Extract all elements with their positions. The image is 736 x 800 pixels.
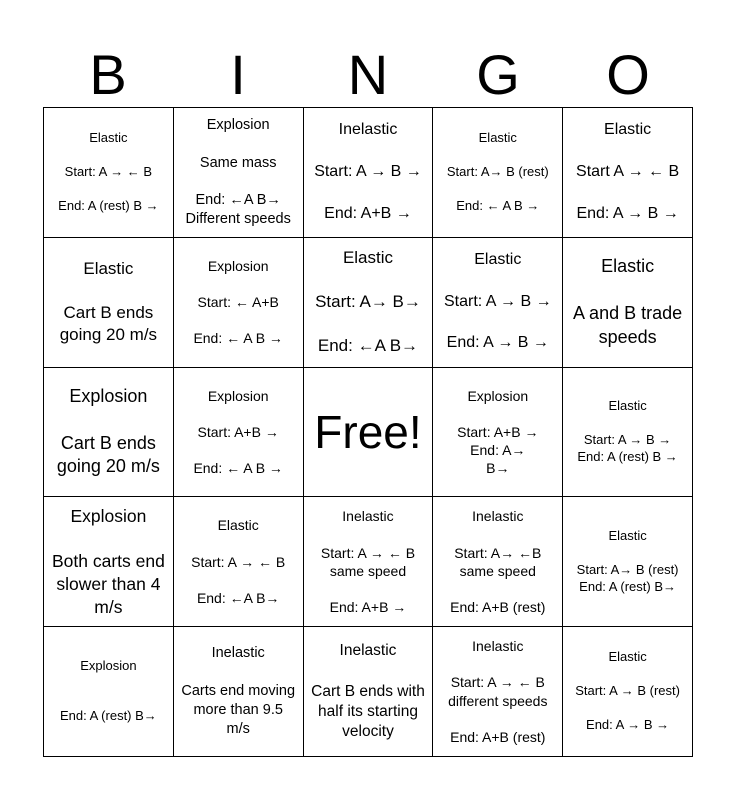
bingo-cell-r4c2[interactable] xyxy=(174,497,304,627)
cell-text: Explosion End: A (rest) B→ xyxy=(59,657,157,724)
bingo-cell-r1c3[interactable] xyxy=(304,108,434,238)
bingo-cell-r1c1[interactable] xyxy=(44,108,174,238)
bingo-cell-free[interactable] xyxy=(304,368,434,498)
bingo-cell-r1c2[interactable] xyxy=(174,108,304,238)
cell-text: Elastic Start: A → ← B End: ←A B→ xyxy=(191,517,286,607)
header-letter-g: G xyxy=(476,43,520,106)
bingo-cell-r3c2[interactable] xyxy=(174,368,304,498)
bingo-cell-r2c2[interactable] xyxy=(174,238,304,368)
cell-text: Elastic Start A → ← B End: A → B → xyxy=(576,121,680,222)
bingo-cell-r2c3[interactable] xyxy=(304,238,434,368)
bingo-cell-r2c1[interactable] xyxy=(44,238,174,368)
cell-text: Explosion Cart B ends going 20 m/s xyxy=(56,386,160,477)
header-letter-i: I xyxy=(230,43,246,106)
bingo-cell-r4c4[interactable] xyxy=(433,497,563,627)
bingo-cell-r2c5[interactable] xyxy=(563,238,693,368)
bingo-cell-r4c3[interactable] xyxy=(304,497,434,627)
bingo-cell-r3c5[interactable] xyxy=(563,368,693,498)
cell-text: Explosion Start: A+B → End: ← A B → xyxy=(193,387,283,477)
bingo-grid xyxy=(43,107,693,757)
cell-text: Elastic Start: A → B (rest) End: A → B → xyxy=(575,649,680,732)
cell-text: Explosion Same mass End: ←A B→ Different speeds xyxy=(185,116,291,228)
cell-text: Explosion Start: A+B → End: A→ B→ xyxy=(457,387,539,477)
cell-text: Inelastic Start: A → B → End: A+B → xyxy=(314,121,422,222)
cell-text: Elastic Cart B ends going 20 m/s xyxy=(59,259,158,345)
header-letter-o: O xyxy=(606,43,650,106)
bingo-header xyxy=(43,44,693,106)
cell-text: Inelastic Cart B ends with half its starting velocity xyxy=(311,642,425,740)
bingo-cell-r1c5[interactable] xyxy=(563,108,693,238)
cell-text: Elastic Start: A → ← B End: A (rest) B → xyxy=(58,130,159,213)
cell-text: Elastic Start: A → B → End: A (rest) B → xyxy=(577,398,678,464)
bingo-cell-r4c5[interactable] xyxy=(563,497,693,627)
cell-text: Elastic Start: A → B → End: A → B → xyxy=(443,251,552,352)
cell-text: Inelastic Start: A→ ←B same speed End: A+B (rest) xyxy=(450,508,546,616)
cell-text: Elastic A and B trade speeds xyxy=(573,256,683,347)
bingo-cell-r5c3[interactable] xyxy=(304,627,434,757)
bingo-cell-r5c1[interactable] xyxy=(44,627,174,757)
cell-text: Inelastic Start: A → ← B different speeds End: A+B (rest) xyxy=(448,638,548,745)
cell-text: Inelastic Start: A → ← B same speed End: A+B → xyxy=(320,508,416,616)
free-space-text: Free! xyxy=(314,405,422,458)
cell-text: Elastic Start: A→ B (rest) End: ← A B → xyxy=(446,130,549,213)
bingo-cell-r5c4[interactable] xyxy=(433,627,563,757)
cell-text: Explosion Start: ← A+B End: ← A B → xyxy=(193,257,283,347)
cell-text: Elastic Start: A→ B→ End: ←A B→ xyxy=(315,247,421,356)
bingo-cell-r3c1[interactable] xyxy=(44,368,174,498)
bingo-cell-r1c4[interactable] xyxy=(433,108,563,238)
bingo-cell-r3c4[interactable] xyxy=(433,368,563,498)
bingo-cell-r2c4[interactable] xyxy=(433,238,563,368)
bingo-cell-r4c1[interactable] xyxy=(44,497,174,627)
cell-text: Elastic Start: A→ B (rest) End: A (rest) B→ xyxy=(576,528,679,594)
cell-text: Inelastic Carts end moving more than 9.5 m/s xyxy=(181,645,296,737)
header-letter-b: B xyxy=(89,43,127,106)
bingo-cell-r5c2[interactable] xyxy=(174,627,304,757)
cell-text: Explosion Both carts end slower than 4 m/s xyxy=(51,505,165,617)
bingo-cell-r5c5[interactable] xyxy=(563,627,693,757)
header-letter-n: N xyxy=(347,43,389,106)
